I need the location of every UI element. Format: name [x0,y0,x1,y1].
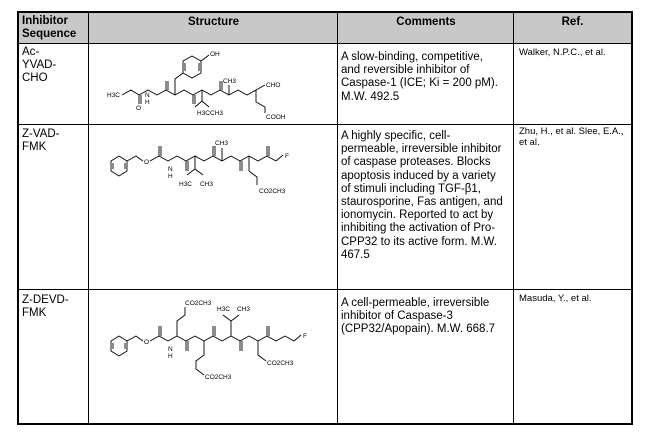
row3-label-f: F [303,333,307,340]
row1-label-h1: H [145,99,150,106]
row3-label-h1: H [168,353,173,360]
row2-label-co2ch3: CO2CH3 [259,188,286,195]
row1-label-cho: CHO [266,82,281,89]
row2-comment: A highly specific, cell-permeable, irreversible inhibitor of caspase proteases. Blocks apoptosis induced by a variety of stimuli including TGF-β1, staurosporine, Fas antigen, and ionomycin. Reported to act by inhibiting the activation of Pro-CPP32 to its active form. M.W. 467.5 [341,130,503,261]
row2-sequence: Z-VAD-FMK [22,128,60,154]
row1-label-n1: N [145,92,150,99]
row1-label-cooh: COOH [266,114,286,121]
header-comments: Comments [396,16,456,28]
row3-ref: Masuda, Y., et al. [519,293,592,304]
row1-sequence: Ac-YVAD-CHO [22,46,57,85]
row3-label-n1: N [168,346,173,353]
row2-label-ch3-b: CH3 [200,181,214,188]
row1-label-h3c: H3C [107,92,121,99]
row1-label-oh: OH [210,51,220,58]
row3-label-o1: O [144,339,150,346]
row2-label-n1: N [168,166,173,173]
inhibitor-table [17,11,633,425]
header-ref: Ref. [561,16,584,28]
row1-structure-diagram [105,47,325,121]
row1-label-ch3-2: CH3 [210,110,224,117]
col-divider-1 [88,13,89,423]
row3-label-ch3: CH3 [237,306,251,313]
row3-sequence: Z-DEVD-FMK [22,294,69,320]
row1-ref: Walker, N.P.C., et al. [519,47,606,58]
row2-label-ch3: CH3 [215,140,229,147]
header-sequence: Inhibitor Sequence [22,15,77,40]
header-structure: Structure [187,16,240,28]
row1-label-h3c-2: H3C [197,110,211,117]
row3-structure-diagram [105,293,325,393]
row1-label-ch3: CH3 [223,78,237,85]
table-body [19,13,631,423]
row3-label-co2ch3-right: CO2CH3 [267,360,294,367]
col-divider-2 [337,13,338,423]
row3-comment: A cell-permeable, irreversible inhibitor of Caspase-3 (CPP32/Apopain). M.W. 668.7 [341,297,496,336]
col-divider-3 [513,13,514,423]
row3-label-co2ch3-bottom: CO2CH3 [205,374,232,381]
row2-structure-diagram [105,131,325,211]
row2-label-h1: H [168,173,173,180]
row-divider-header [19,43,631,44]
row3-label-co2ch3-top: CO2CH3 [185,300,212,307]
row1-comment: A slow-binding, competitive, and reversible inhibitor of Caspase-1 (ICE; Ki = 200 pM). M.W. 492.5 [341,51,498,103]
row2-label-f: F [285,153,289,160]
row1-label-o1: O [136,105,142,112]
row2-label-o1: O [144,159,150,166]
row2-label-h3c: H3C [179,181,193,188]
row-divider-1 [19,124,631,125]
row-divider-2 [19,289,631,290]
row3-label-h3c: H3C [217,306,231,313]
row2-ref: Zhu, H., et al. Slee, E.A., et al. [519,126,624,148]
